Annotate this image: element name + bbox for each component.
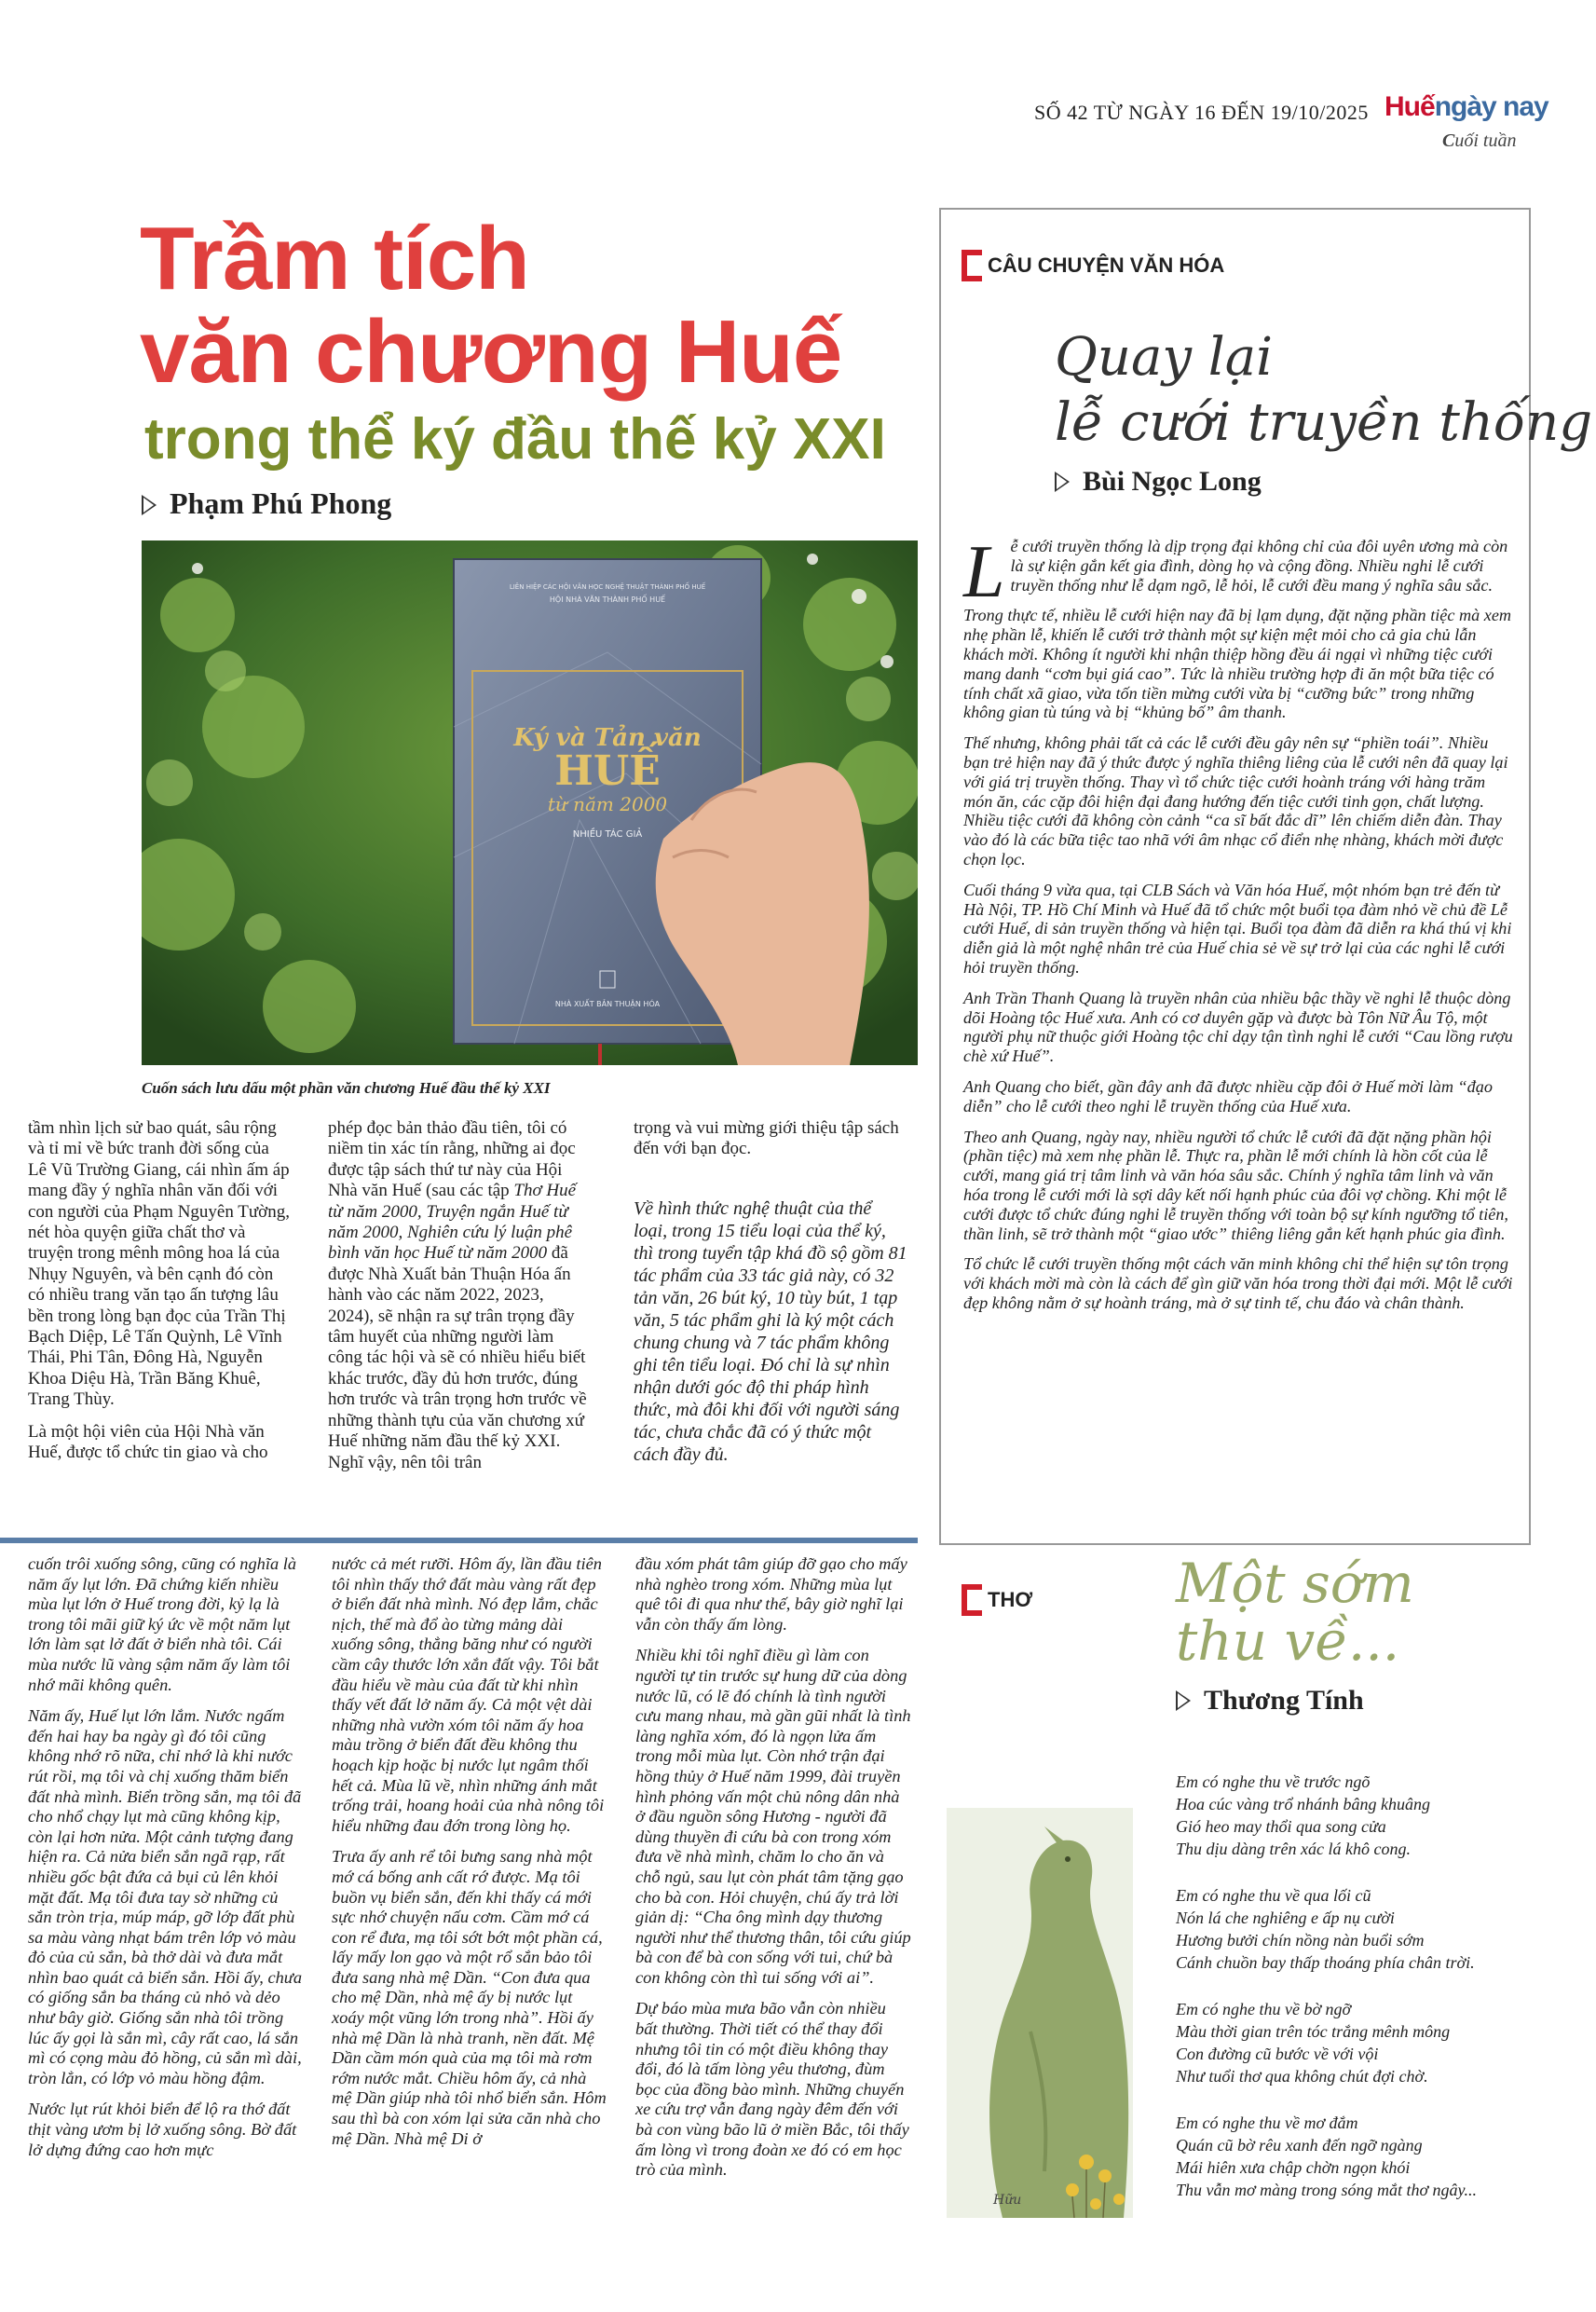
poem-line: Quán cũ bờ rêu xanh đến ngỡ ngàng <box>1176 2136 1423 2155</box>
poem-line: Em có nghe thu về qua lối cũ <box>1176 1886 1371 1905</box>
paragraph: Thế nhưng, không phải tất cả các lễ cưới đều gây nên sự “phiền toái”. Nhiều bạn trẻ hiện nay đã ý thức được ý nghĩa thiêng liêng của lễ cưới nên đã quay lại với giá trị truyền thống. Thay vì tổ chức tiệc cưới hoành tráng với hàng trăm món ăn, các cặp đôi hiện đại đang hướng đến tiệc cưới tinh gọn, chất lượng. Nhiều tiệc cưới đã không còn cảnh “ca sĩ bất đắc dĩ” lên chiếm diễn đàn. Thay vào đó là các bữa tiệc tao nhã với âm nhạc cổ điển nhẹ nhàng, khách mời được chọn lọc. <box>963 733 1508 869</box>
author-name: Thương Tính <box>1204 1685 1364 1716</box>
article-column-2 <box>328 1118 591 1484</box>
paragraph: Trưa ấy anh rể tôi bưng sang nhà một mớ cá bống anh cất rớ được. Mạ tôi buồn vụ biển sắn, đến khi thấy cá mới sực nhớ chuyện nấu cơm. Cầm mớ cá con rể đưa, mạ tôi sớt bớt một phần cá, lấy mấy lon gạo và một rổ sắn bảo tôi đưa sang nhà mệ Dần. “Con đưa qua cho mệ Dần, nhà mệ ấy bị nước lụt xoáy một vũng lớn trong nhà”. Hồi ấy nhà mệ Dần là nhà tranh, nền đất. Mệ Dần cầm món quà của mạ tôi mà rơm rớm nước mắt. Chiều hôm ấy, cả nhà mệ Dần giúp nhà tôi nhổ biển sắn. Hôm sau thì bà con xóm lại sửa căn nhà cho mệ Dần. Nhà mệ Di ở <box>332 1847 607 2148</box>
culture-byline <box>1055 466 1262 498</box>
author-name: Phạm Phú Phong <box>170 486 392 520</box>
article-column-3 <box>634 1118 909 1477</box>
paragraph: đầu xóm phát tâm giúp đỡ gạo cho mấy nhà nghèo trong xóm. Những mùa lụt quê tôi đi qua như thế, bây giờ nghĩ lại vẫn còn thấy ấm lòng. <box>635 1554 907 1634</box>
poem-title-line-1: Một sớm <box>1176 1552 1414 1615</box>
photo-caption: Cuốn sách lưu dấu một phần văn chương Huế đầu thế kỷ XXI <box>142 1079 551 1097</box>
section-marker-icon <box>962 250 982 281</box>
paragraph: tầm nhìn lịch sử bao quát, sâu rộng và tỉ mỉ về bức tranh đời sống của Lê Vũ Trường Giang, cái nhìn ấm áp mang đầy ý nghĩa nhân văn đối với con người của Phạm Nguyên Tường, nét hòa quyện giữa chất thơ và truyện trong mênh mông hoa lá của Nhụy Nguyên, và bên cạnh đó còn có nhiều trang văn tạo ấn tượng lâu bền trong lòng bạn đọc của Trần Thị Bạch Diệp, Lê Tấn Quỳnh, Lê Vĩnh Thái, Phi Tân, Đông Hà, Nguyễn Khoa Diệu Hà, Trần Băng Khuê, Trang Thùy. <box>28 1118 290 1410</box>
paragraph: Năm ấy, Huế lụt lớn lắm. Nước ngấm đến hai hay ba ngày gì đó tôi cũng không nhớ rõ nữa, chỉ nhớ là khi nước rút rồi, mạ tôi và chị xuống thăm biển đất nhà mình. Biển trồng sắn, mạ tôi đã cho nhổ chạy lụt mà cũng không kịp, còn lại hơn nửa. Một cảnh tượng đang hiện ra. Cả nửa biển sắn ngã rạp, rất nhiều gốc bật đứa cả bụi củ lên khỏi mặt đất. Mạ tôi đưa tay sờ những củ sắn tròn trịa, múp máp, gỡ lớp đất phù sa màu vàng nhạt bám trên lớp vỏ màu đỏ của củ sắn, bà thở dài và đưa mắt nhìn bao quát cả biển sắn. Hồi ấy, chưa có giống sắn ba tháng củ nhỏ và dẻo như bây giờ. Giống sắn nhà tôi trồng lúc ấy gọi là sắn mì, cây rất cao, lá sắn mì có cọng màu đỏ hồng, củ sắn mì dài, tròn lẳn, có lớp vỏ màu hồng đậm. <box>28 1706 303 2087</box>
poem-stanza <box>1176 1998 1567 2087</box>
poem-line: Hoa cúc vàng trổ nhánh bâng khuâng <box>1176 1795 1430 1813</box>
brand-logo <box>1385 91 1548 123</box>
paragraph: Nước lụt rút khỏi biển để lộ ra thớ đất thịt vàng ươm bị lở xuống sông. Bờ đất lở dựng đứng cao hơn mực <box>28 2100 297 2159</box>
book-photo-illustration <box>142 540 918 1065</box>
poem-stanza <box>1176 1771 1567 1860</box>
play-arrow-icon <box>142 495 157 515</box>
pull-paragraph: Về hình thức nghệ thuật của thể loại, trong 15 tiểu loại của thể ký, thì trong tuyển tập khá đồ sộ gồm 81 tác phẩm của 33 tác giả này, có 32 tản văn, 26 bút ký, 10 tùy bút, 1 tạp văn, 5 tác phẩm ghi là ký một cách chung chung và 7 tác phẩm không ghi tên tiểu loại. Đó chỉ là sự nhìn nhận dưới góc độ thi pháp hình thức, mà đôi khi đối với người sáng tác, chưa chắc đã có ý thức một cách đầy đủ. <box>634 1197 907 1465</box>
article-title-line-2: văn chương Huế <box>140 302 842 402</box>
poem-line: Mái hiên xưa chập chờn ngọn khói <box>1176 2158 1411 2177</box>
book-authors: NHIỀU TÁC GIẢ <box>572 829 643 840</box>
paragraph <box>328 1118 591 1473</box>
paragraph: Tổ chức lễ cưới truyền thống một cách văn minh không chỉ thể hiện sự tôn trọng với khách mời mà còn là cách để gìn giữ văn hóa trong thời đại mới. Một lễ cưới đẹp không nằm ở sự hoành tráng, mà ở sự tinh tế, chu đáo và chân thành. <box>963 1254 1513 1312</box>
poem-title-line-2: thu về... <box>1176 1609 1400 1673</box>
text-run: ễ cưới truyền thống là dịp trọng đại không chỉ của đôi uyên ương mà còn là sự kiện gắn kết gia đình, dòng họ và cộng đồng. Nhiều nghi lễ cưới truyền thống như lễ dạm ngõ, lễ hỏi, lễ cưới đều mang ý nghĩa sâu sắc. <box>1010 537 1508 595</box>
drop-cap: L <box>963 531 1005 613</box>
brand-subtitle: Cuối tuần <box>1442 130 1517 151</box>
book-publisher: NHÀ XUẤT BẢN THUẬN HÓA <box>554 1000 661 1008</box>
lower-column-3 <box>635 1554 911 2192</box>
poem-line: Gió heo may thổi qua song cửa <box>1176 1817 1386 1836</box>
bird-illustration <box>947 1752 1133 2218</box>
paragraph: Anh Trần Thanh Quang là truyền nhân của nhiều bậc thầy về nghi lễ thuộc dòng dõi Hoàng tộc Huế xưa. Anh có cơ duyên gặp và được bà Tôn Nữ Âu Tộ, một người phụ nữ thuộc giới Hoàng tộc chỉ dạy tận tình nghi lễ cưới “Cau lồng rượu chè xứ Huế”. <box>963 988 1513 1066</box>
paragraph: Nhiều khi tôi nghĩ điều gì làm con người tự tin trước sự hung dữ của dòng nước lũ, có lẽ đó chính là tình người cưu mang nhau, mà gần gũi nhất là tình làng nghĩa xóm, đó là ngọn lửa ấm trong mỗi mùa lụt. Còn nhớ trận đại hồng thủy ở Huế năm 1999, đài truyền hình phỏng vấn một chủ nông dân nhà ở đầu nguồn sông Hương - người đã dùng thuyền đi cứu bà con trong xóm đưa về nhà mình, chăm lo cho ăn và chỗ ngủ, sau lụt còn phát tâm tặng gạo cho bà con. Hỏi chuyện, chú ấy trả lời giản dị: “Cha ông mình dạy thương người như thể thương thân, tôi cứu giúp bà con để bà con sống với tui, chứ bà con không còn thì tui sống với ai”. <box>635 1646 911 1987</box>
text-run: phép đọc bản thảo đầu tiên, tôi có niềm tin xác tín rằng, những ai đọc được tập sách thứ tư này của Hội Nhà văn Huế (sau các tập <box>328 1118 576 1201</box>
poem-stanza <box>1176 2112 1567 2201</box>
book-photo <box>142 540 918 1065</box>
book-title-2: HUẾ <box>554 747 661 795</box>
culture-section-tag <box>962 250 1224 281</box>
lower-column-1 <box>28 1554 304 2171</box>
illustration-signature: Hữu <box>993 2193 1022 2208</box>
book-title-1: Ký và Tản văn <box>513 724 702 752</box>
poem-stanza <box>1176 1884 1567 1974</box>
paragraph: Dự báo mùa mưa bão vẫn còn nhiều bất thường. Thời tiết có thể thay đổi nhưng tôi tin có một điều không thay đổi, đó là tấm lòng yêu thương, đùm bọc của đồng bào mình. Những chuyến xe cứu trợ vẫn đang ngày đêm đến với bà con vùng bão lũ ở miền Bắc, tôi thấy ấm lòng vì trong đoàn xe đó có em học trò của mình. <box>635 1999 909 2180</box>
poem-line: Em có nghe thu về mơ đắm <box>1176 2114 1358 2132</box>
article-title-line-1: Trầm tích <box>140 209 529 308</box>
article-column-1 <box>28 1118 291 1475</box>
paragraph <box>963 531 1513 613</box>
poem-byline <box>1176 1685 1364 1717</box>
paragraph: Theo anh Quang, ngày nay, nhiều người tổ chức lễ cưới đã đặt nặng phần hội (phần tiệc) mà xem nhẹ phần lễ. Thực ra, phần lễ mới chính là hồn cốt của lễ cưới, mang giá trị tâm linh và văn hóa sâu sắc. Chính ý nghĩa tâm linh và văn hóa trong lễ cưới mới là sợi dây kết nối hạnh phúc của đôi vợ chồng. Khi một lễ cưới được tổ chức đúng nghi lễ truyền thống với toàn bộ sự kính ngưỡng tổ tiên, thần linh, sẽ trở thành một “giao ước” thiêng liêng gắn kết hạnh phúc gia đình. <box>963 1127 1508 1243</box>
play-arrow-icon <box>1176 1690 1191 1711</box>
book-title-3: từ năm 2000 <box>547 793 668 815</box>
culture-title-line-2: lễ cưới truyền thống <box>1055 392 1593 453</box>
poem-line: Như tuổi thơ qua không chút đợi chờ. <box>1176 2067 1428 2086</box>
brand-part-b: ngày nay <box>1434 91 1548 122</box>
culture-title-line-1: Quay lại <box>1055 327 1274 388</box>
poem-line: Màu thời gian trên tóc trắng mênh mông <box>1176 2022 1451 2041</box>
poem-line: Thu dịu dàng trên xác lá khô cong. <box>1176 1840 1411 1858</box>
poem-line: Thu vẫn mơ màng trong sóng mắt thơ ngây... <box>1176 2181 1478 2199</box>
book-titles: Thơ Huế từ năm 2000, Truyện ngắn Huế từ năm 2000, Nghiên cứu lý luận phê bình văn học Huế từ năm 2000 <box>328 1181 577 1264</box>
section-tag-label: THƠ <box>988 1588 1033 1611</box>
author-name: Bùi Ngọc Long <box>1083 466 1262 497</box>
poem-section-tag <box>962 1584 1032 1616</box>
poem-line: Con đường cũ bước về với vội <box>1176 2045 1379 2063</box>
text-run: đã được Nhà Xuất bản Thuận Hóa ấn hành vào các năm 2022, 2023, 2024), sẽ nhận ra sự trân trọng đầy tâm huyết của những người làm công tác hội và sẽ có nhiều hiểu biết khác trước, đầy đủ hơn trước, đúng hơn trước và trân trọng hơn trước về những thành tựu của văn chương xứ Huế những năm đầu thế kỷ XXI. Nghĩ vậy, nên tôi trân <box>328 1243 587 1472</box>
paragraph: cuốn trôi xuống sông, cũng có nghĩa là năm ấy lụt lớn. Đã chứng kiến nhiều mùa lụt lớn ở Huế trong đời, kỷ lạ là trong tôi mãi giữ ký ức về một năm lụt lớn làm sạt lở đất ở biển nhà tôi. Cái mùa nước lũ vàng sậm năm ấy làm tôi nhớ mãi không quên. <box>28 1554 297 1694</box>
paragraph: Là một hội viên của Hội Nhà văn Huế, được tổ chức tin giao và cho <box>28 1421 268 1463</box>
paragraph: Anh Quang cho biết, gần đây anh đã được nhiều cặp đôi ở Huế mời làm “đạo diễn” cho lễ cưới theo nghi lễ truyền thống của Huế xưa. <box>963 1076 1493 1115</box>
brand-part-a: Huế <box>1385 91 1435 122</box>
book-top-line-2: HỘI NHÀ VĂN THÀNH PHỐ HUẾ <box>549 595 666 604</box>
paragraph: nước cả mét rưỡi. Hôm ấy, lần đầu tiên tôi nhìn thấy thớ đất màu vàng rất đẹp ở biển đất nhà mình. Nó đẹp lắm, chắc nịch, thế mà đổ ào từng mảng dài xuống sông, thẳng băng như có người cầm cây thước lớn xắn đất vậy. Tôi bắt đầu hiểu về màu của đất từ khi nhìn thấy vết đất lở năm ấy. Cả một vệt dài những nhà vườn xóm tôi năm ấy hoa màu trồng ở biển đất đều không thu hoạch kịp hoặc bị nước lụt ngâm thối hết cả. Mùa lũ về, nhìn những ánh mắt trống trải, hoang hoải của nhà nông tôi hiểu những đau đớn trong lòng họ. <box>332 1554 605 1835</box>
poem-body <box>1176 1771 1567 2225</box>
poem-line: Em có nghe thu về bờ ngỡ <box>1176 2000 1352 2018</box>
section-tag-label: CÂU CHUYỆN VĂN HÓA <box>988 253 1225 277</box>
poem-line: Cánh chuồn bay thấp thoáng phía chân trời. <box>1176 1953 1475 1972</box>
paragraph: trọng và vui mừng giới thiệu tập sách đến với bạn đọc. <box>634 1118 899 1159</box>
article-title-line-3: trong thể ký đầu thế kỷ XXI <box>144 407 886 472</box>
play-arrow-icon <box>1055 472 1070 492</box>
poem-line: Em có nghe thu về trước ngõ <box>1176 1772 1371 1791</box>
article-byline <box>142 486 391 521</box>
paragraph: Trong thực tế, nhiều lễ cưới hiện nay đã bị lạm dụng, đặt nặng phần tiệc mà xem nhẹ phần lễ, khiến lễ cưới trở thành một sự kiện mệt mỏi cho cả gia chủ lẫn khách mời. Không ít người khi nhận thiệp hồng đều ái ngại vì những tiệc cưới mang danh “cơm bụi giá cao”. Tức là nhiều trường hợp đi ăn một bữa tiệc có tính chất xã giao, vừa tốn tiền mừng cưới vừa bị “cưỡng bức” trong những không gian tù túng và bị “khủng bố” âm thanh. <box>963 606 1512 722</box>
book-top-line-1: LIÊN HIỆP CÁC HỘI VĂN HỌC NGHỆ THUẬT THÀNH PHỐ HUẾ <box>509 583 706 591</box>
poem-line: Nón lá che nghiêng e ấp nụ cười <box>1176 1908 1395 1927</box>
lower-column-2 <box>332 1554 607 2160</box>
culture-body <box>963 531 1513 1324</box>
section-marker-icon <box>962 1584 982 1616</box>
issue-line: SỐ 42 TỪ NGÀY 16 ĐẾN 19/10/2025 <box>1034 101 1369 124</box>
paragraph: Cuối tháng 9 vừa qua, tại CLB Sách và Văn hóa Huế, một nhóm bạn trẻ đến từ Hà Nội, TP. Hồ Chí Minh và Huế đã tổ chức một buổi tọa đàm nhỏ về chủ đề Lễ cưới Huế, di sản truyền thống và hiện tại. Buổi tọa đàm đã diễn ra khá thú vị khi diễn giả là một nghệ nhân trẻ của Huế chia sẻ về sự trở lại của các nghi lễ cưới hỏi truyền thống. <box>963 880 1512 977</box>
section-separator <box>0 1538 918 1543</box>
poem-illustration <box>947 1752 1133 2218</box>
poem-line: Hương bưởi chín nồng nàn buổi sớm <box>1176 1931 1425 1949</box>
